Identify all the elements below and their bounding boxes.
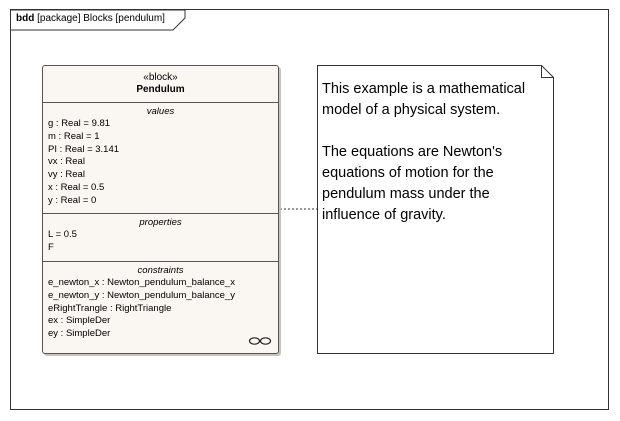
value-item: x : Real = 0.5 xyxy=(48,181,105,193)
value-item: vy : Real xyxy=(48,169,85,181)
block-header xyxy=(43,66,278,103)
link-icon xyxy=(248,336,272,346)
note[interactable] xyxy=(317,65,554,354)
note-text xyxy=(322,79,547,247)
frame-name: [package] Blocks [pendulum] xyxy=(37,13,165,24)
property-item: F xyxy=(48,241,54,253)
frame-kind: bdd xyxy=(16,13,35,24)
constraints-compartment xyxy=(43,262,278,354)
property-item: L = 0.5 xyxy=(48,229,77,240)
values-title: values xyxy=(146,106,175,117)
constraint-item: eRightTrangle : RightTriangle xyxy=(48,302,172,314)
value-item: vx : Real xyxy=(48,156,85,168)
constraint-item: e_newton_y : Newton_pendulum_balance_y xyxy=(48,289,235,301)
block-name: Pendulum xyxy=(136,84,185,95)
value-item: g : Real = 9.81 xyxy=(48,118,111,129)
properties-title: properties xyxy=(139,217,182,228)
values-compartment xyxy=(43,103,278,214)
constraint-item: ey : SimpleDer xyxy=(48,328,111,340)
properties-compartment xyxy=(43,214,278,262)
constraint-item: ex : SimpleDer xyxy=(48,315,111,327)
value-item: m : Real = 1 xyxy=(48,130,100,142)
note-paragraph: This example is a mathematical model of a physical system. xyxy=(322,81,526,118)
value-item: y : Real = 0 xyxy=(48,194,97,206)
constraint-item: e_newton_x : Newton_pendulum_balance_x xyxy=(48,277,235,288)
block-stereotype: «block» xyxy=(143,72,178,83)
note-paragraph: The equations are Newton's equations of motion for the pendulum mass under the influence of gravity. xyxy=(322,144,503,223)
pendulum-block[interactable] xyxy=(42,65,279,354)
value-item: PI : Real = 3.141 xyxy=(48,143,120,155)
constraints-title: constraints xyxy=(137,265,184,276)
